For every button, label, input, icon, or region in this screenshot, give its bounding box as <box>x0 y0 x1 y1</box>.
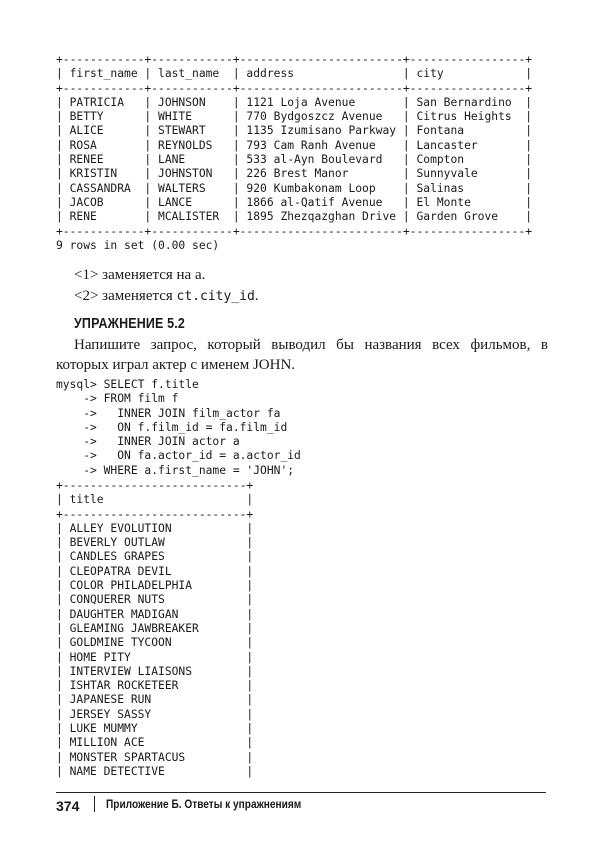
table-row: | ROSA | REYNOLDS | 793 Cam Ranh Avenue | Lancaster | <box>56 138 533 152</box>
table-border: +------------+------------+------------------------+-----------------+ <box>56 224 533 238</box>
table-row: | GOLDMINE TYCOON | <box>56 636 254 650</box>
note-marker: <1> <box>74 267 99 283</box>
table-row: | ALLEY EVOLUTION | <box>56 521 254 535</box>
query-line: -> WHERE a.first_name = 'JOHN'; <box>56 463 295 477</box>
note-value: a <box>194 267 202 283</box>
table-border: +------------+------------+------------------------+-----------------+ <box>56 81 533 95</box>
table-row: | PATRICIA | JOHNSON | 1121 Loja Avenue | San Bernardino | <box>56 95 533 109</box>
note-end: . <box>254 288 259 304</box>
table-row: | RENEE | LANE | 533 al-Ayn Boulevard | Compton | <box>56 153 533 167</box>
table-border: +---------------------------+ <box>56 479 254 492</box>
query-line: -> ON fa.actor_id = a.actor_id <box>56 449 301 463</box>
table-row: | CLEOPATRA DEVIL | <box>56 564 254 578</box>
query-line: -> INNER JOIN actor a <box>56 435 240 449</box>
note-text: заменяется на <box>98 267 195 283</box>
note-marker: <2> <box>74 288 99 304</box>
sql-query-block <box>56 378 301 478</box>
table-row: | JACOB | LANCE | 1866 al-Qatif Avenue | El Monte | <box>56 195 533 209</box>
table-row: | CONQUERER NUTS | <box>56 593 254 607</box>
table-row: | HOME PITY | <box>56 650 254 664</box>
query-line: -> ON f.film_id = fa.film_id <box>56 420 288 434</box>
result-table-customers <box>56 53 532 239</box>
table-row: | CASSANDRA | WALTERS | 920 Kumbakonam Loop | Salinas | <box>56 181 533 195</box>
query-line: mysql> SELECT f.title <box>56 378 199 391</box>
table-row: | ISHTAR ROCKETEER | <box>56 679 254 693</box>
note-replacement-1 <box>74 267 205 284</box>
table-row: | JERSEY SASSY | <box>56 707 254 721</box>
exercise-text: Напишите запрос, который выводил бы названия всех фильмов, в которых играл актер с именем JOHN. <box>56 337 548 373</box>
table-header-row: | title | <box>56 493 254 507</box>
table-row: | LUKE MUMMY | <box>56 722 254 736</box>
table-border: +------------+------------+------------------------+-----------------+ <box>56 53 533 66</box>
table-row: | KRISTIN | JOHNSTON | 226 Brest Manor | Sunnyvale | <box>56 167 533 181</box>
table-border: +---------------------------+ <box>56 507 254 521</box>
note-replacement-2 <box>74 288 259 305</box>
note-end: . <box>201 267 206 283</box>
footer-rule <box>56 792 546 793</box>
table-row: | COLOR PHILADELPHIA | <box>56 579 254 593</box>
query-line: -> FROM film f <box>56 392 179 406</box>
result-table-titles <box>56 479 253 779</box>
table-row: | MONSTER SPARTACUS | <box>56 750 254 764</box>
table-row: | DAUGHTER MADIGAN | <box>56 607 254 621</box>
note-text: заменяется <box>98 288 177 304</box>
table-row: | JAPANESE RUN | <box>56 693 254 707</box>
table-row: | GLEAMING JAWBREAKER | <box>56 621 254 635</box>
page-number: 374 <box>56 798 80 814</box>
table-header-row: | first_name | last_name | address | city | <box>56 67 533 81</box>
table-row: | MILLION ACE | <box>56 736 254 750</box>
table-row: | CANDLES GRAPES | <box>56 550 254 564</box>
running-title: Приложение Б. Ответы к упражнениям <box>106 799 302 811</box>
table-row: | INTERVIEW LIAISONS | <box>56 664 254 678</box>
footer-separator <box>94 796 95 812</box>
note-code-value: ct.city_id <box>176 289 255 304</box>
table-row: | BETTY | WHITE | 770 Bydgoszcz Avenue | Citrus Heights | <box>56 110 533 124</box>
table-row: | BEVERLY OUTLAW | <box>56 536 254 550</box>
query-line: -> INNER JOIN film_actor fa <box>56 406 281 420</box>
table-row: | ALICE | STEWART | 1135 Izumisano Parkway | Fontana | <box>56 124 533 138</box>
rows-in-set-summary: 9 rows in set (0.00 sec) <box>56 239 220 252</box>
table-row: | NAME DETECTIVE | <box>56 764 254 778</box>
table-row: | RENE | MCALISTER | 1895 Zhezqazghan Drive | Garden Grove | <box>56 210 533 224</box>
exercise-heading: УПРАЖНЕНИЕ 5.2 <box>74 316 186 332</box>
